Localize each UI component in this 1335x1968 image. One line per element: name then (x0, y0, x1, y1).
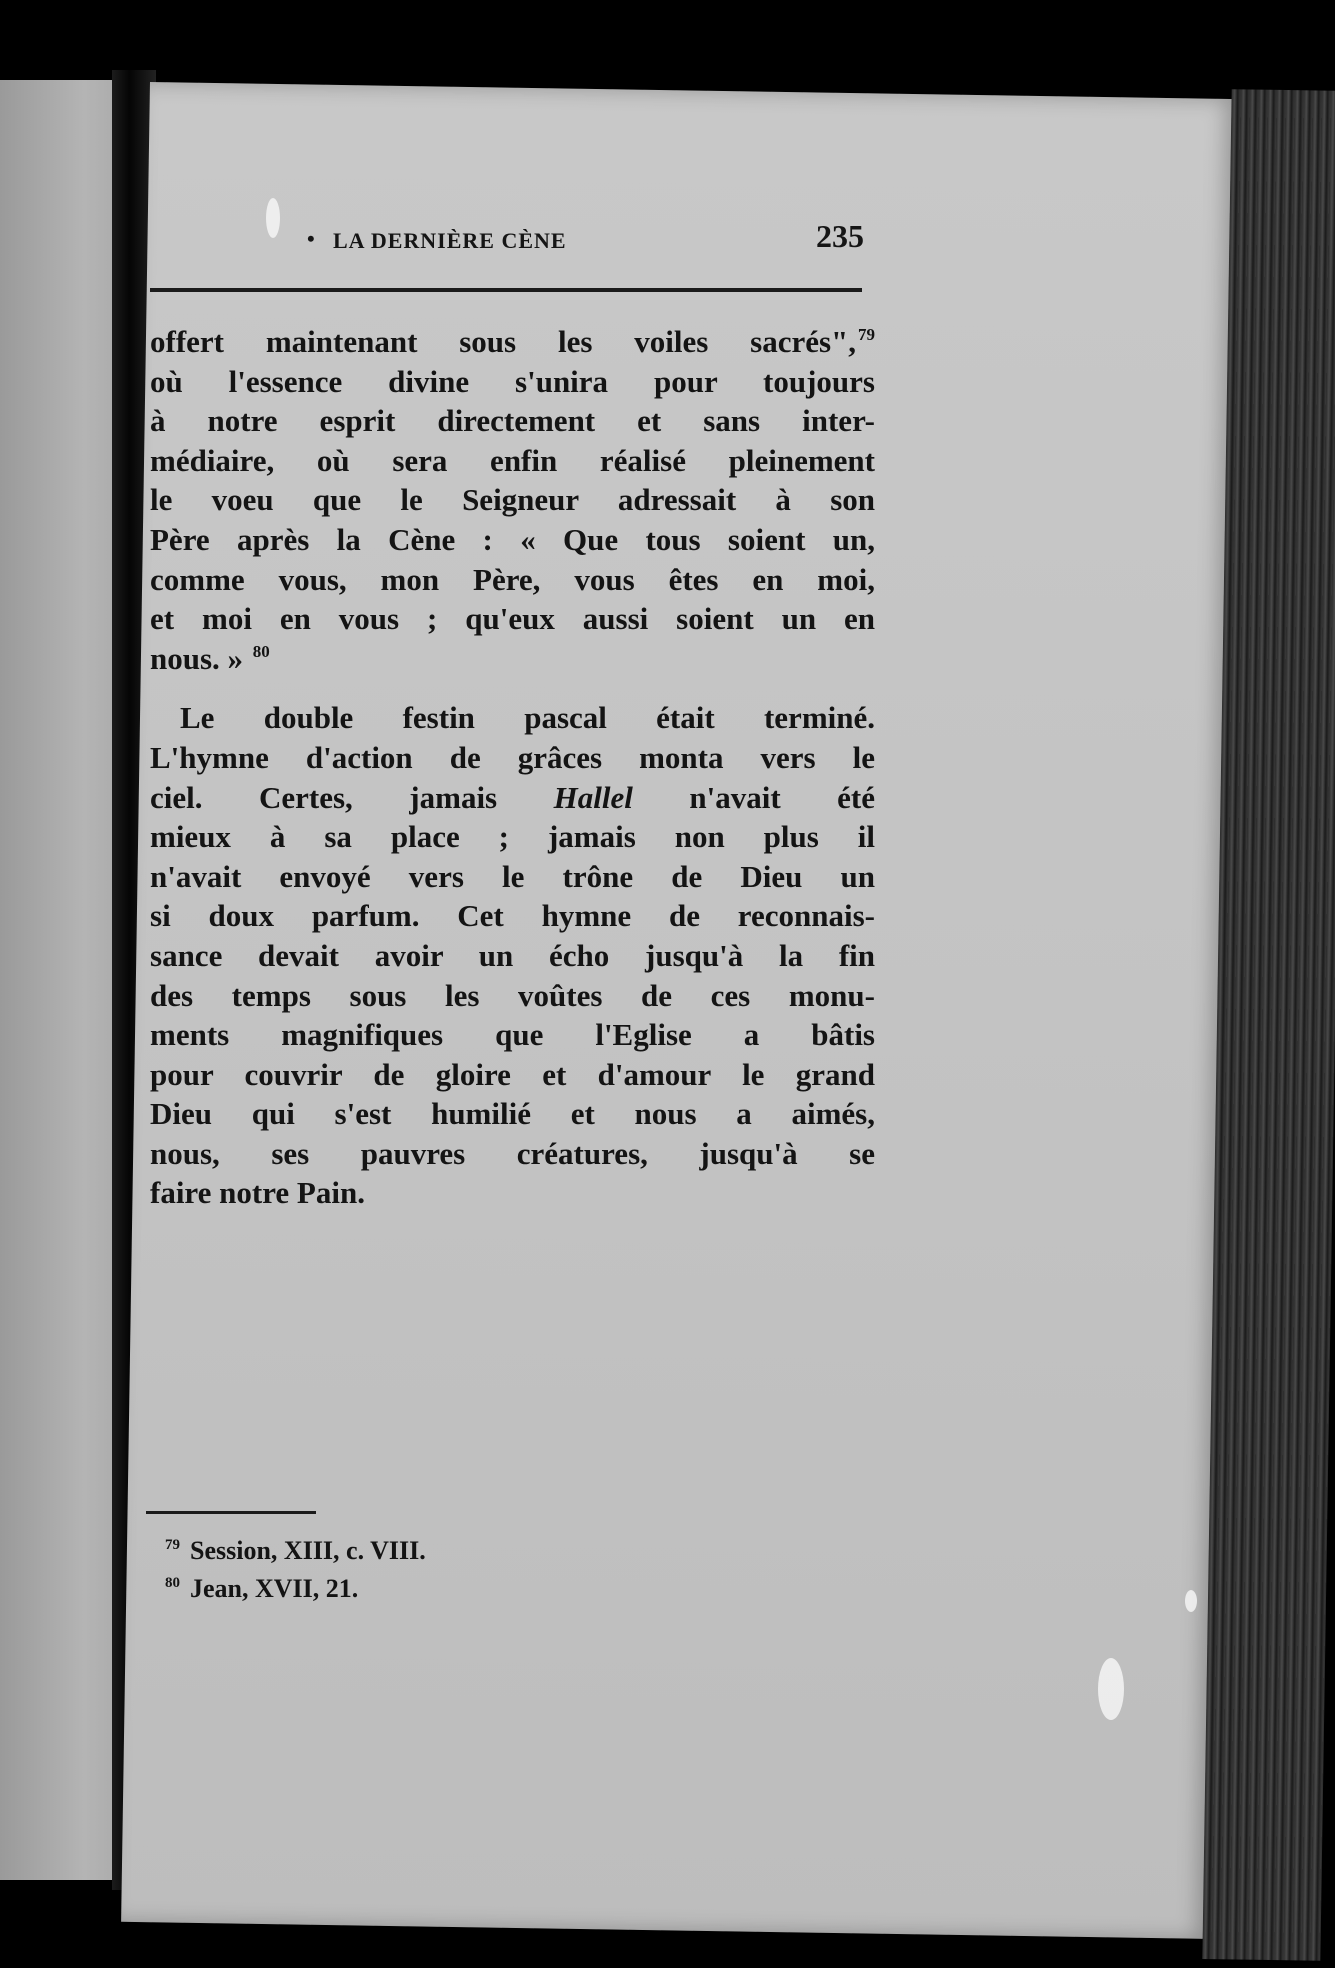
text-line: L'hymne d'action de grâces monta vers le (150, 739, 875, 775)
body-text (150, 322, 875, 1213)
text-line: Le double festin pascal était terminé. (180, 700, 875, 736)
text-line: faire notre Pain. (150, 1175, 365, 1211)
text-line: Dieu qui s'est humilié et nous a aimés, (150, 1096, 875, 1132)
text-line-content: n'avait été (632, 779, 875, 815)
text-line: le voeu que le Seigneur adressait à son (150, 482, 875, 518)
text-line: sance devait avoir un écho jusqu'à la fin (150, 937, 875, 973)
text-line-content: nous. » (150, 640, 251, 676)
text-line-content: ciel. Certes, jamais (150, 779, 554, 815)
text-line-content: offert maintenant sous les voiles sacrés", (150, 324, 856, 359)
footnote-ref: 79 (858, 325, 875, 344)
footnote-text: Session, XIII, c. VIII. (190, 1536, 426, 1565)
footnote-rule (146, 1511, 316, 1514)
text-line: comme vous, mon Père, vous êtes en moi, (150, 561, 875, 597)
header-bullet: • (307, 226, 315, 251)
paragraph-gap (150, 678, 875, 698)
text-line: où l'essence divine s'unira pour toujours (150, 363, 875, 399)
text-line: mieux à sa place ; jamais non plus il (150, 819, 875, 855)
page-number: 235 (816, 218, 864, 254)
paper-speck (1098, 1658, 1124, 1720)
text-line: médiaire, où sera enfin réalisé pleinement (150, 442, 875, 478)
text-line: des temps sous les voûtes de ces monu- (150, 977, 875, 1013)
footnote (165, 1570, 426, 1608)
footnote-mark: 79 (165, 1537, 180, 1553)
footnote-text: Jean, XVII, 21. (190, 1574, 359, 1603)
text-line: et moi en vous ; qu'eux aussi soient un en (150, 601, 875, 637)
paper-speck (1185, 1590, 1197, 1612)
footnote (165, 1532, 426, 1570)
footnotes (165, 1532, 426, 1608)
footnote-mark: 80 (165, 1575, 180, 1591)
text-line: Père après la Cène : « Que tous soient un, (150, 521, 875, 557)
text-line (150, 778, 875, 818)
running-header (150, 212, 864, 272)
text-line: nous, ses pauvres créatures, jusqu'à se (150, 1135, 875, 1171)
text-line: ments magnifiques que l'Eglise a bâtis (150, 1017, 875, 1053)
text-line: pour couvrir de gloire et d'amour le grand (150, 1056, 875, 1092)
text-line: à notre esprit directement et sans inter- (150, 403, 875, 439)
italic-term: Hallel (553, 779, 633, 815)
running-title: LA DERNIÈRE CÈNE (333, 228, 567, 253)
header-rule (150, 288, 862, 292)
text-line: si doux parfum. Cet hymne de reconnais- (150, 898, 875, 934)
text-line (150, 322, 875, 362)
text-line (150, 639, 875, 679)
text-line: n'avait envoyé vers le trône de Dieu un (150, 858, 875, 894)
footnote-ref: 80 (252, 641, 270, 661)
